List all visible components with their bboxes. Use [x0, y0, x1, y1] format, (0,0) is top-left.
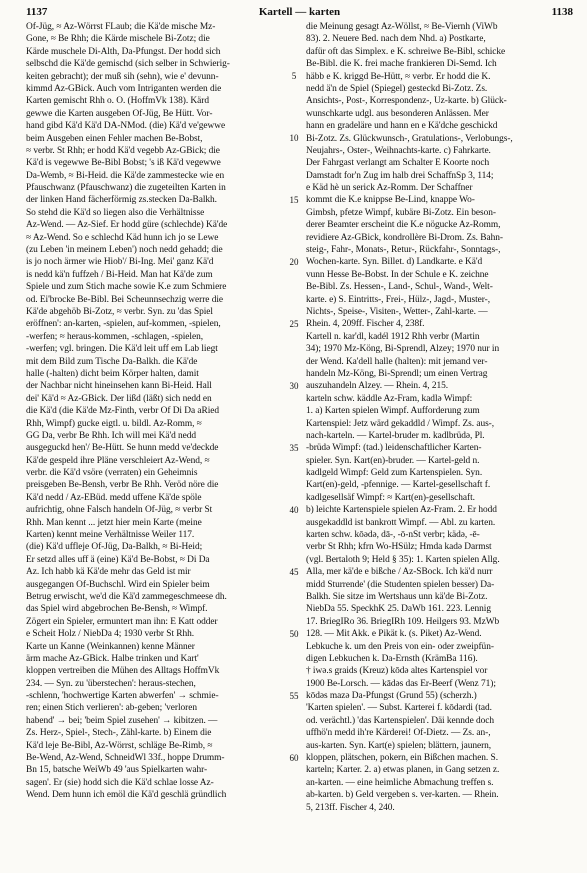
left-column-line: gewwe die Karten ausgeben Of-Jüg, Be Hütt. Vor-	[26, 108, 213, 119]
left-column-line: verbr. die Kä'd vsöre (verraten) ein Geheimnis	[26, 468, 198, 479]
right-column-line: NiebDa 55. SpeckhK 25. DaWb 161. 223. Lennig	[306, 604, 492, 615]
left-column-line: -werfen; ≈ heraus-kommen, -schlagen, -spielen,	[26, 331, 203, 342]
left-column-line: is nedd kä'n fuffzeh / Bi-Heid. Man hat Kä'de zum	[26, 269, 213, 280]
left-column-line: hand gibd Kä'd Kä'd DA-NMod. (die) Kä'd ve'gewwe	[26, 121, 226, 132]
left-column-line: der linken Hand fächerförmig zs.stecken Da-Balkh.	[26, 195, 217, 206]
left-column-line: is jo noch ärmer wie Hiob'/ Bi-Ing. Mei' ganz Kä'd	[26, 257, 214, 268]
right-column-line: Be-Bibl. die K. frei mache frankieren Di-Semd. Ich	[306, 59, 497, 70]
left-column-line: ausgegangen Of-Buchschl. Wird ein Spieler beim	[26, 579, 210, 590]
line-number: 35	[289, 442, 299, 453]
line-number: 50	[289, 628, 299, 639]
line-number: 55	[289, 690, 299, 701]
left-column-line: Er setzd alles uff ä (eine) Kä'd Be-Bobst, ≈ Di Da	[26, 554, 210, 565]
left-column-line: selbschd die Kä'de gemischd (sich selber in Schwierig-	[26, 59, 230, 70]
right-column-line: aus-karten. Syn. Kart(e) spielen; blättern, jaunern,	[306, 740, 492, 751]
right-column-line: Ansichts-, Post-, Korrespondenz-, Uz-karte. b) Glück-	[306, 96, 507, 107]
page-number-right: 1138	[551, 6, 573, 18]
left-column-line: kloppen vertreiben die Mühen des Alltags HoffmVk	[26, 666, 220, 677]
left-column-line: Of-Jüg, ≈ Az-Wörrst FLaub; die Kä'de mische Mz-	[26, 22, 216, 32]
line-number-gutter	[286, 21, 302, 871]
right-column-line: 'Karten spielen'. — Subst. Karterei f. kōdərdi (tad.	[306, 703, 492, 714]
right-column-line: (vgl. Bertaloth 9; Held § 35): 1. Karten spielen Allg.	[306, 554, 500, 565]
left-column-line: Pfauschwanz (Pfauschwanz) die zugeteilten Karten in	[26, 183, 226, 194]
left-column-line: dei' Kä'd ≈ Az-GBick. Der lißd (läßt) sich nedd en	[26, 393, 212, 404]
line-number: 60	[289, 752, 299, 763]
left-column-line: (zu Leben 'in meinem Leben') noch nedd gehadd; die	[26, 245, 223, 256]
right-column-line: kōdəs mazə Da-Pfungst (Grund 55) (scherzh.)	[306, 691, 477, 702]
left-column	[26, 21, 282, 865]
right-column-line: auszuhandeln Alzey. — Rhein. 4, 215.	[306, 381, 449, 392]
right-column-line: karteln; Karter. 2. a) etwas planen, in Gang setzen z.	[306, 765, 500, 776]
running-header	[26, 6, 573, 20]
left-column-line: ren; einen Stich verlieren': ab-geben; 'verloren	[26, 703, 197, 714]
left-column-line: Karten gemischt Rhh o. O. (HoffmVk 138). Kärd	[26, 96, 209, 107]
left-column-line: beim Ausgeben einen Fehler machen Be-Bobst,	[26, 133, 203, 144]
header-title: Kartell — karten	[258, 6, 341, 18]
right-column-line: die Meinung gesagt Az-Wöllst, ≈ Be-Viernh (ViWb	[306, 22, 498, 32]
right-column-line: od. verächtl.) 'das Kartenspielen'. Däi kennde doch	[306, 715, 494, 726]
right-column-line: uffhö'n medd ih're Kärderei! Of-Dietz. — Zs. an-,	[306, 728, 491, 739]
right-column-line: 128. — Mit Akk. e Pikät k. (s. Piket) Az-Wend.	[306, 629, 482, 640]
right-column-line: Lebkuche k. um den Preis von ein- oder zweipfün-	[306, 641, 494, 652]
right-column-line: Kartenspiel: Jetz wärd gekaddld / Wimpf. Zs. aus-,	[306, 418, 495, 429]
right-column-line: steig-, Fahr-, Monats-, Retur-, Rückfahr-, Sonntags-,	[306, 245, 501, 256]
right-column-line: handeln Mz-Köng, Bi-Sprendl; um einen Vertrag	[306, 368, 488, 379]
left-column-line: Karten) kennt meine Verhältnisse Weiler 117.	[26, 530, 195, 541]
left-column-line: eröffnen': an-karten, -spielen, auf-kommen, -spielen,	[26, 319, 221, 330]
right-column-line: ausgekaddld ist bankrott Wimpf. — Abl. zu karten.	[306, 517, 496, 528]
right-column-line: Bi-Zotz. Zs. Glückwunsch-, Gratulations-, Verlobungs-,	[306, 133, 513, 144]
right-column-line: karteln schw. käddle Az-Fram, kadlə Wimpf:	[306, 393, 473, 404]
right-column-line: kadlgeld Wimpf: Geld zum Kartenspielen. Syn.	[306, 468, 483, 479]
right-column-line: der Wend. Ka'dell halle (halten): mit jemand ver-	[306, 356, 488, 367]
left-column-line: Kä'd nedd / Az-EBüd. medd uffene Kä'de spöle	[26, 492, 202, 503]
right-column-line: wunschkarte udgl. aus besonderen Anlässen. Mer	[306, 108, 489, 119]
left-column-line: Kä'd is vegewwe Be-Bibl Bobst; 's iß Kä'd vegewwe	[26, 158, 221, 169]
right-column-line: Damstadt for'n Zug im halb drei SchaffnSp 3, 114;	[306, 170, 494, 181]
line-number: 40	[289, 504, 299, 515]
left-column-line: -schlenn, 'hochwertige Karten abwerfen' → schmie-	[26, 691, 219, 702]
right-column-line: Nichts-, Speise-, Visiten-, Wetter-, Zahl-karte. —	[306, 306, 488, 317]
left-column-line: -werfen; vgl. bringen. Die Kä'd leit uff em Lab liegt	[26, 344, 218, 355]
right-column-line: Wochen-karte. Syn. Billet. d) Landkarte. e Kä'd	[306, 257, 483, 268]
left-column-line: Kä'de gespeld ihre Pläne verschleiert Az-Wend, ≈	[26, 455, 210, 466]
left-column-line: Karte un Kanne (Weinkannen) kenne Männer	[26, 641, 195, 652]
right-column-line: Rhein. 4, 209ff. Fischer 4, 238f.	[306, 319, 425, 330]
right-column-line: karte. e) S. Eintritts-, Frei-, Hülz-, Jagd-, Muster-,	[306, 294, 491, 305]
line-number: 20	[289, 256, 299, 267]
left-column-line: Rhh. Man kennt ... jetzt hier mein Karte (meine	[26, 517, 202, 528]
right-column-line: 34); 1970 Mz-Köng, Bi-Sprendl, Alzey; 1970 nur in	[306, 344, 500, 355]
right-column-line: derer Beamter erscheint die K.e nögucke Az-Romm,	[306, 220, 501, 231]
left-column-line: Kä'de abgehöb Bi-Zotz, ≈ verbr. Syn. zu 'das Spiel	[26, 306, 213, 317]
right-column-line: 1. a) Karten spielen Wimpf. Aufforderung zum	[306, 406, 480, 417]
right-column-line: Kart(en)-geld, -pfennige. — Kartel-gesellschaft f.	[306, 480, 491, 491]
left-column-line: GG Da, verbr Be Rhh. Ich will mei Kä'd nedd	[26, 430, 197, 441]
right-column-line: ab-karten. b) Geld vergeben s. ver-karten. — Rhein.	[306, 790, 499, 801]
left-column-line: (die) Kä'd uffleje Of-Jüg, Da-Balkh, ≈ Bi-Heid;	[26, 542, 203, 553]
right-column-line: † iwə.s graids (Kreuz) kōdə altes Kartenspiel vor	[306, 666, 488, 677]
left-column-line: So stehd die Kä'd so liegen also die Verhältnisse	[26, 207, 205, 218]
left-column-line: der Nachbar nicht hineinsehen kann Bi-Heid. Hall	[26, 381, 212, 392]
left-column-line: mit dem Bild zum Tische Da-Balkh. die Kä'de	[26, 356, 198, 367]
left-column-line: halle (-halten) dicht beim Körper halten, damit	[26, 368, 199, 379]
line-number: 5	[291, 70, 297, 81]
page-number-left: 1137	[26, 6, 48, 18]
right-column-line: häbb e K. kriggd Be-Hütt, ≈ verbr. Er hodd die K.	[306, 71, 491, 82]
right-column-line: kommt die K.e knippse Be-Lind, knappe Wo-	[306, 195, 475, 206]
right-column-line: nach-karteln. — Kartel-bruder m. kadlbrüdə, Pl.	[306, 430, 485, 441]
line-number: 30	[289, 380, 299, 391]
right-column-line: dafür oft das Simplex. e K. schreiwe Be-Bibl, schicke	[306, 46, 506, 57]
left-column-line: Bn 15, batsche WeiWb 49 'aus Spielkarten wahr-	[26, 765, 208, 776]
left-column-line: Az. Ich habb kä Kä'de mehr das Geld ist mir	[26, 567, 191, 578]
line-number: 25	[289, 318, 299, 329]
left-column-line: keiten gebracht); der muß sih (sehn), wie e' devunn-	[26, 71, 219, 82]
right-column-line: 83). 2. Neuere Bed. nach dem Nhd. a) Postkarte,	[306, 34, 486, 45]
left-column-line: aufrichtig, ohne Falsch handeln Of-Jüg, ≈ verbr St	[26, 505, 213, 516]
right-column-line: digen Lebkuchen k. Da-Ernsth (KrämBa 116).	[306, 653, 478, 664]
left-column-line: Zögert ein Spieler, ermuntert man ihn: E Katt odder	[26, 616, 218, 627]
right-column-line: hann en gradeläre und hann en e Kä'dche geschickd	[306, 121, 498, 132]
left-column-line: Wend. Dem hunn ich emöl die Kä'd geschlä gründlich	[26, 790, 227, 801]
left-column-line: preisgeben Be-Bensh, verbr Be Rhh. Veröd nöre die	[26, 480, 219, 491]
right-column-line: Der Fahrgast verlangt am Schalter E Koorte noch	[306, 158, 490, 169]
right-column-line: 17. BriegIRo 36. BriegIRh 109. Heilgers 93. MzWb	[306, 616, 500, 627]
right-column-line: kloppen, plätschen, pokern, ein Bißchen machen. S.	[306, 753, 498, 764]
right-column-line: revidiere Az-GBick, kondrollère Bi-Drom. Zs. Bahn-	[306, 232, 503, 243]
right-column-line: spieler. Syn. Kart(en)-bruder. — Kartel-geld n.	[306, 455, 480, 466]
left-column-line: Rhh, Wimpf) gucke eigtl. u. bildl. Az-Romm, ≈	[26, 418, 202, 429]
left-column-line: ≈ Az-Wend. So e schlechd Käd hunn ich jo se Lewe	[26, 232, 219, 243]
left-column-line: Kä'd leje Be-Bibl, Az-Wörrst, schläge Be-Rimb, ≈	[26, 740, 213, 751]
left-column-line: Gone, ≈ Be Rhh; die Kärde mischele Bi-Zotz; die	[26, 34, 210, 45]
left-column-line: habend' → bei; 'beim Spiel zusehen' → kibitzen. —	[26, 715, 218, 726]
right-column-line: -brüdə Wimpf: (tad.) leidenschaftlicher Karten-	[306, 443, 482, 454]
line-number: 10	[289, 132, 299, 143]
left-column-line: ausgeguckd hen'/ Be-Hütt. Se hunn medd ve'deckde	[26, 443, 219, 454]
left-column-line: e Scheit Holz / NiebDa 4; 1930 verbr St Rhh.	[26, 629, 195, 640]
right-column-line: b) leichte Kartenspiele spielen Az-Fram. 2. Er hodd	[306, 505, 497, 516]
left-column-line: ärm mache Az-GBick. Halbe trinken und Kart'	[26, 653, 199, 664]
right-column-line: Gimbsh, pfetze Wimpf, kubäre Bi-Zotz. Ein beson-	[306, 207, 496, 218]
left-column-line: Da-Wemb, ≈ Bi-Heid. die Kä'de zammestecke wie en	[26, 170, 225, 181]
left-column-line: ≈ verbr. St Rhh; er hodd Kä'd vegebb Az-GBick; die	[26, 145, 220, 156]
right-column-line: kadlgesellsäf Wimpf: ≈ Kart(en)-gesellschaft.	[306, 492, 475, 503]
right-column-line: 5, 213ff. Fischer 4, 240.	[306, 802, 395, 813]
left-column-line: sagen'. Er (sie) hodd sich die Kä'd schlae losse Az-	[26, 777, 214, 788]
line-number: 15	[289, 194, 299, 205]
right-column-line: midd Sturrende' (die Studenten spielen besser) Da-	[306, 579, 495, 590]
right-column-line: Kartell n. kar'dl, kadél 1912 Rhh verbr (Martin	[306, 331, 480, 342]
right-column-line: Balkh. Sie sitze im Wertshaus unn kä'de Bi-Zotz.	[306, 591, 488, 602]
left-column-line: Betrug erwischt, we'd die Kä'd zammegeschmeese dh.	[26, 591, 227, 602]
right-column-line: nedd ä'n de Spiel (Spiegel) gesteckd Bi-Zotz. Zs.	[306, 83, 488, 94]
right-column-line: Be-Bibl. Zs. Hessen-, Land-, Schul-, Wand-, Welt-	[306, 282, 493, 293]
left-column-line: Be-Wend, Az-Wend, SchneidWl 33f., hoppe Drumm-	[26, 753, 225, 764]
left-column-line: das Spiel wird abgebrochen Be-Bensh, ≈ Wimpf.	[26, 604, 208, 615]
left-column-line: die Kä'd (die Kä'de Mz-Finth, verbr Of Di Da aRied	[26, 406, 220, 417]
left-column-line: Zs. Herz-, Spiel-, Stech-, Zähl-karte. b) Einem die	[26, 728, 212, 739]
right-column	[306, 21, 574, 865]
left-column-line: 234. — Syn. zu 'überstechen': heraus-stechen,	[26, 678, 196, 689]
left-column-line: Spiele und zum Stich mache sowie K.e zum Schmiere	[26, 282, 227, 293]
right-column-line: Neujahrs-, Oster-, Weihnachts-karte. c) Fahrkarte.	[306, 145, 491, 156]
right-column-line: e Käd hè un serick Az-Romm. Der Schaffner	[306, 183, 473, 194]
right-column-line: karten schw. kōədə, dā-, -ō-nSt verbr; kädə, -ē-	[306, 530, 480, 541]
left-column-line: Az-Wend. — Az-Sief. Er hodd güre (schlechde) Kä'de	[26, 220, 228, 231]
line-number: 45	[289, 566, 299, 577]
right-column-line: 1900 Be-Lorsch. — kādəs das Er-Beerf (Wenz 71);	[306, 678, 496, 689]
left-column-line: kimmd Az-GBick. Auch vom Intriganten werden die	[26, 83, 222, 94]
left-column-line: od. Ei'brocke Be-Bibl. Bei Scheunnsechzig werre die	[26, 294, 223, 305]
right-column-line: an-karten. — eine heimliche Abmachung treffen s.	[306, 777, 494, 788]
right-column-line: Alla, mer kä'de e bißche / Az-SBock. Ich kä'd nurr	[306, 567, 493, 578]
right-column-line: verbr St Rhh; kfrn Wo-HSülz; Hmda kadə Darmst	[306, 542, 492, 553]
right-column-line: vunn Hesse Be-Bobst. In der Schule e K. zeichne	[306, 269, 489, 280]
left-column-line: Kärde muschele Di-Alth, Da-Pfungst. Der hodd sich	[26, 46, 221, 57]
